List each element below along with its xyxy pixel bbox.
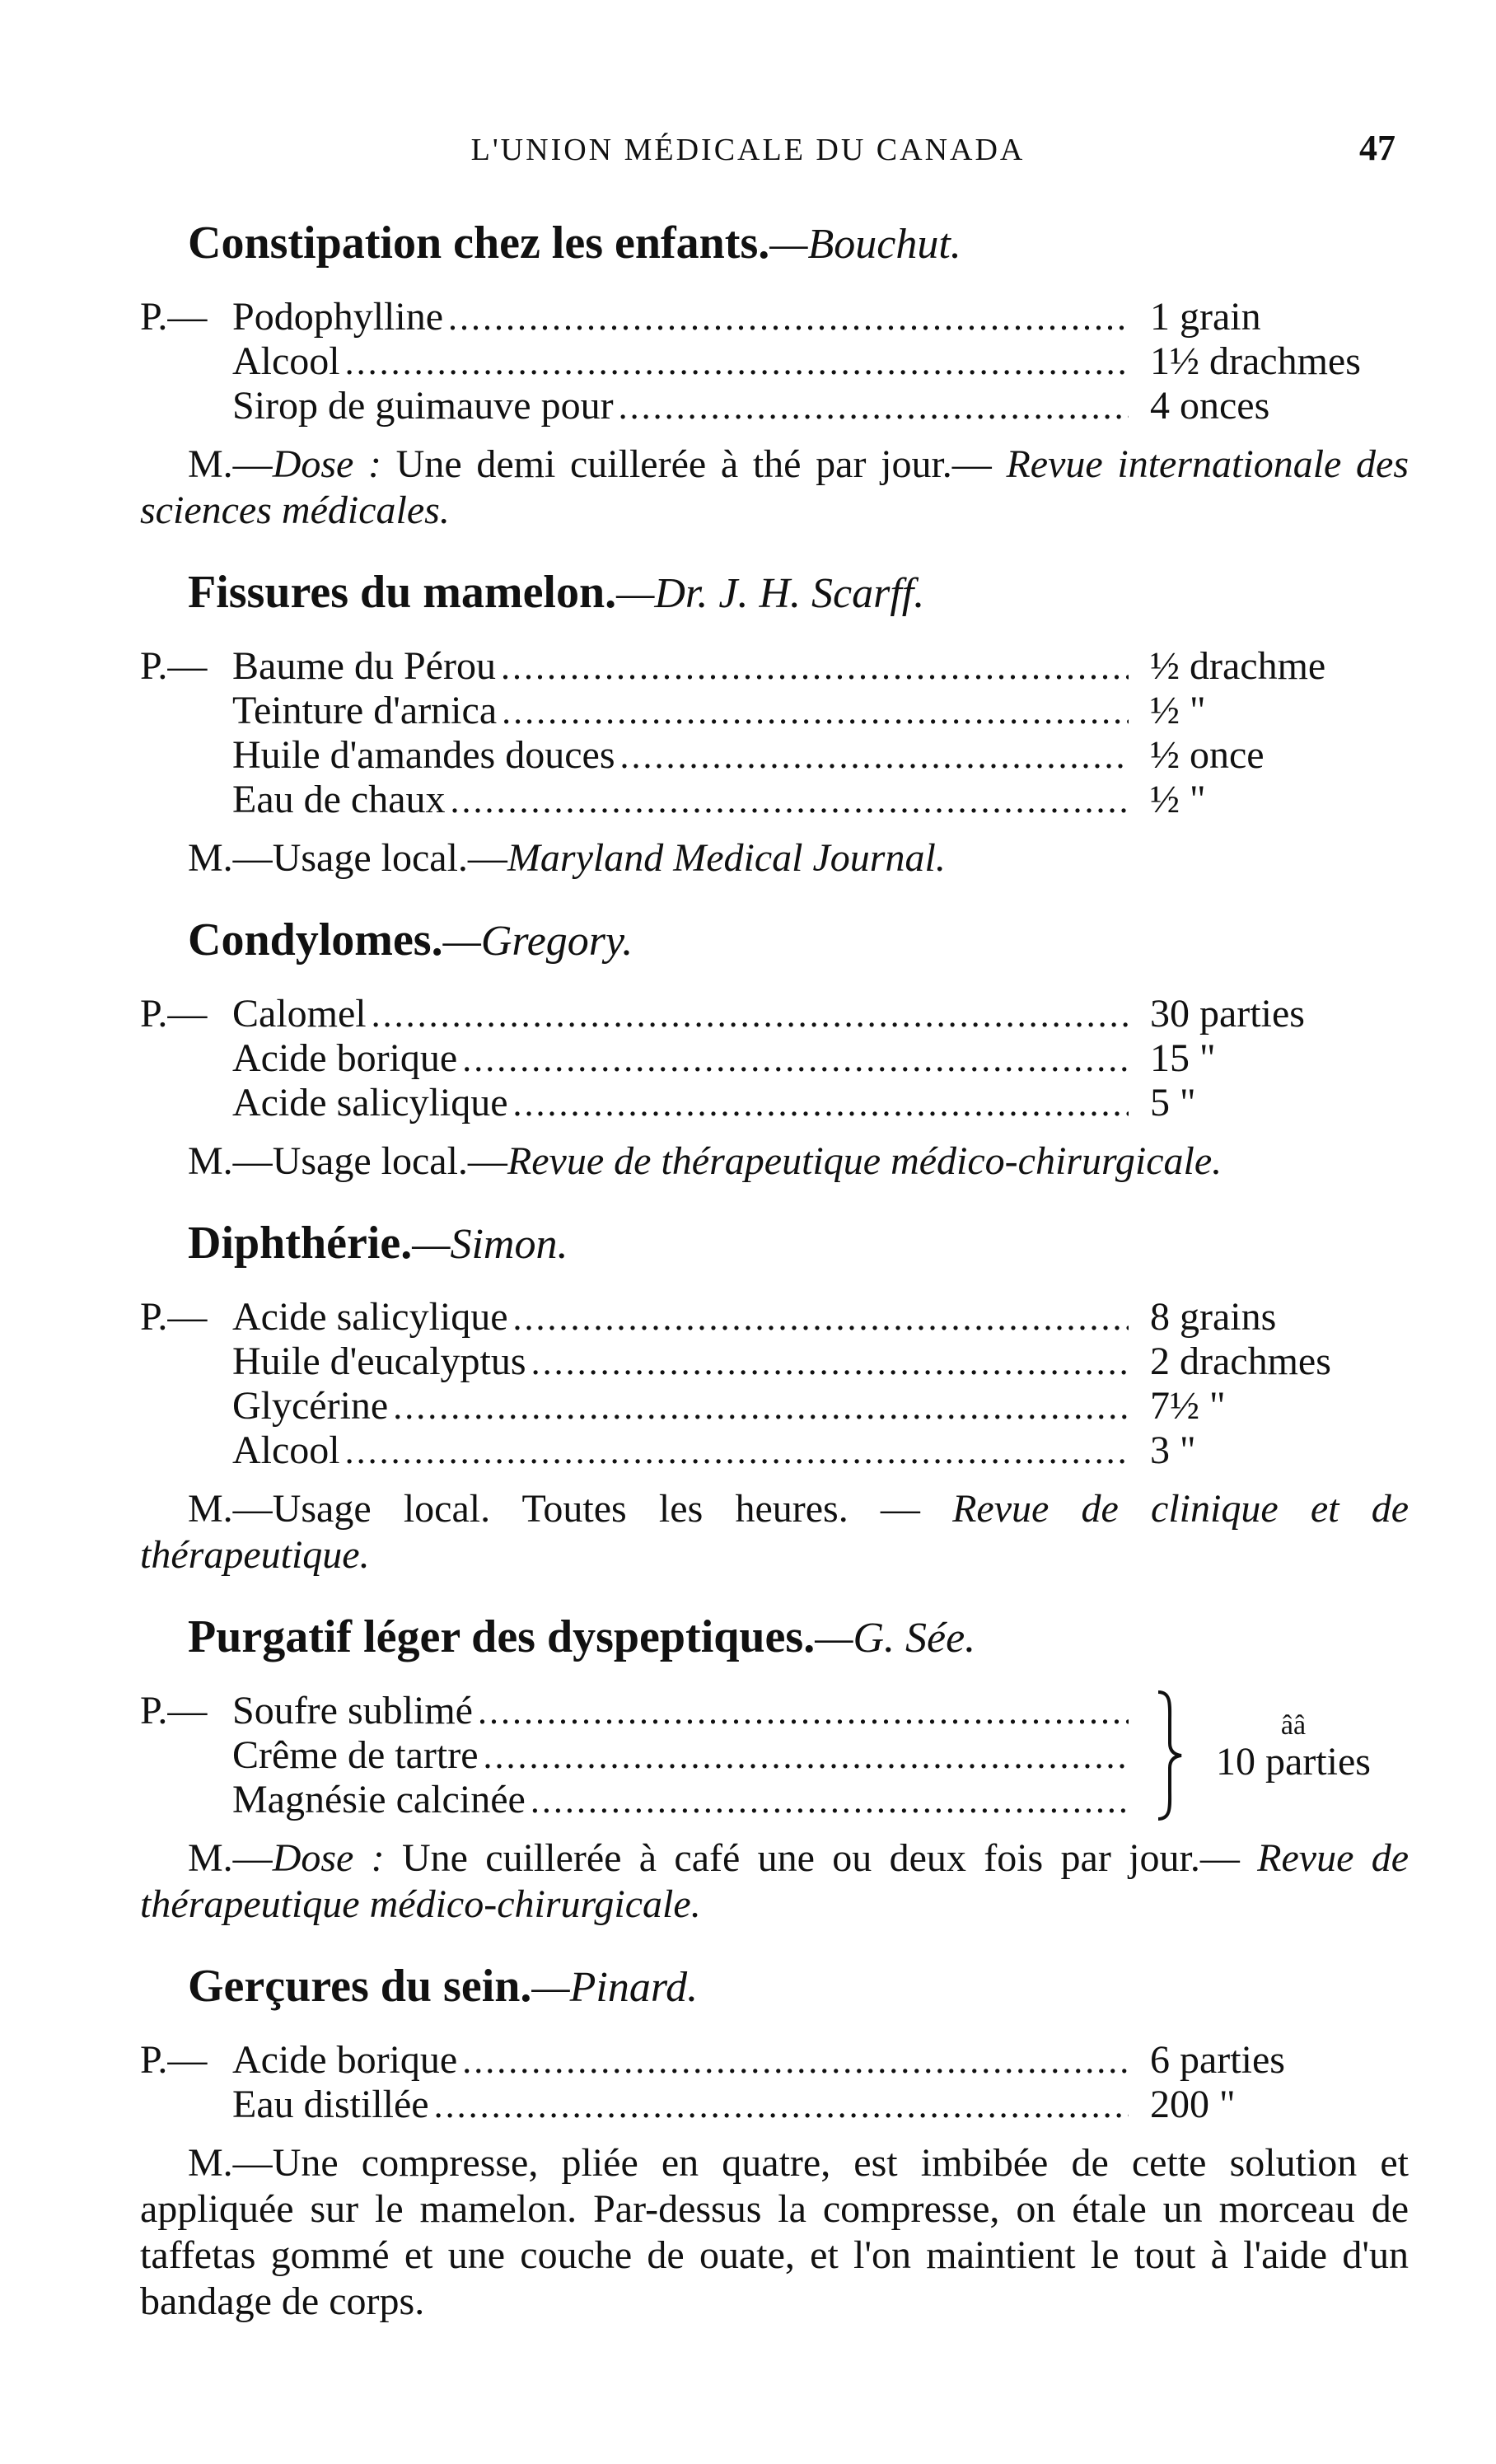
recipe-author: —G. Sée. (815, 1615, 976, 1662)
recipe-block (140, 1216, 1409, 1578)
recipe-block (140, 913, 1409, 1185)
ingredient-quantity: 1½ drachmes (1150, 339, 1361, 383)
ingredient-name: Sirop de guimauve pour (232, 384, 614, 428)
ingredient-row (140, 2083, 1409, 2127)
dot-leader (446, 778, 1129, 822)
ingredient-name: Acide salicylique (232, 1081, 508, 1124)
ingredient-name: Acide salicylique (232, 1295, 508, 1339)
ingredient-row (140, 1384, 1409, 1428)
dot-leader (340, 1428, 1129, 1473)
dot-leader (496, 644, 1129, 689)
ingredient-row (140, 384, 1409, 428)
recipe-heading (188, 565, 1409, 621)
ingredient-name: Glycérine (232, 1384, 389, 1428)
prescription-mark: P.— (140, 1689, 208, 1732)
prescription-mark: P.— (140, 644, 208, 688)
recipe-heading (188, 913, 1409, 969)
dot-leader (340, 339, 1129, 384)
grouped-quantity-value: 10 parties (1216, 1740, 1371, 1784)
mixture-instructions (140, 1486, 1409, 1578)
ingredient-row (140, 295, 1409, 339)
recipe-author: —Gregory. (442, 918, 633, 965)
dot-leader (479, 1733, 1129, 1778)
recipe-block (140, 565, 1409, 881)
ingredient-row (140, 992, 1409, 1036)
ingredient-row (140, 733, 1409, 778)
ingredient-row (140, 2038, 1409, 2083)
recipe-block (140, 1959, 1409, 2325)
ingredient-name: Eau distillée (232, 2083, 429, 2126)
source-citation: Revue de thérapeutique médico-chirurgicale. (507, 1139, 1223, 1183)
ingredient-quantity: 5 " (1150, 1081, 1196, 1124)
grouped-quantity-mark: ââ (1280, 1710, 1307, 1741)
ingredient-quantity: 1 grain (1150, 295, 1261, 339)
ingredient-name: Calomel (232, 992, 367, 1036)
prescription-mark: P.— (140, 1295, 208, 1339)
ingredient-row (140, 778, 1409, 822)
source-citation: Revue internationale des sciences médicales. (140, 442, 1410, 532)
ingredient-row (140, 644, 1409, 689)
ingredient-quantity: ½ " (1150, 689, 1206, 732)
ingredient-name: Huile d'amandes douces (232, 733, 615, 777)
ingredient-quantity: 4 onces (1150, 384, 1270, 428)
mixture-text: Une compresse, pliée en quatre, est imbibée de cette solution et appliquée sur le mamelon. Par-dessus la compresse, on étale un morceau de taffetas gommé et une couche de ouate, et l'on maintient le tout à l'aide d'un bandage de corps. (140, 2141, 1409, 2323)
prescription-mark: P.— (140, 992, 208, 1036)
mixture-mark: M.— (188, 2141, 273, 2185)
dot-leader (526, 1778, 1129, 1822)
mixture-instructions (140, 1835, 1409, 1928)
ingredient-quantity: 30 parties (1150, 992, 1305, 1036)
dot-leader (615, 733, 1129, 778)
dot-leader (457, 2038, 1129, 2083)
mixture-text: Usage local. Toutes les heures. — (272, 1487, 953, 1531)
ingredient-quantity: 3 " (1150, 1428, 1196, 1472)
recipes-column (140, 216, 1409, 2356)
running-title: L'UNION MÉDICALE DU CANADA (470, 133, 1026, 167)
recipe-title: Fissures du mamelon. (188, 567, 617, 618)
ingredient-quantity: 2 drachmes (1150, 1340, 1331, 1383)
recipe-author: —Dr. J. H. Scarff. (616, 570, 925, 617)
ingredient-quantity: 6 parties (1150, 2038, 1285, 2082)
ingredient-row (140, 1428, 1409, 1473)
recipe-author: —Bouchut. (769, 221, 961, 268)
ingredient-quantity: 8 grains (1150, 1295, 1277, 1339)
dot-leader (508, 1295, 1129, 1340)
recipe-title: Constipation chez les enfants. (188, 217, 770, 269)
source-citation: Revue de clinique et de thérapeutique. (140, 1487, 1409, 1577)
dot-leader (367, 992, 1129, 1036)
ingredient-row (140, 1295, 1409, 1340)
ingredient-quantity: ½ " (1150, 778, 1206, 821)
prescription-mark: P.— (140, 2038, 208, 2082)
ingredient-row (140, 1778, 1409, 1822)
recipe-title: Condylomes. (188, 914, 443, 965)
ingredient-row (140, 689, 1409, 733)
recipe-title: Purgatif léger des dyspeptiques. (188, 1611, 816, 1662)
mixture-instructions (140, 835, 1409, 881)
ingredient-list (140, 1295, 1409, 1473)
ingredient-name: Alcool (232, 1428, 340, 1472)
ingredient-name: Podophylline (232, 295, 444, 339)
mixture-text: Une demi cuillerée à thé par jour.— (381, 442, 1007, 486)
dot-leader (508, 1081, 1129, 1125)
recipe-block (140, 1610, 1409, 1928)
ingredient-list (140, 2038, 1409, 2127)
dot-leader (497, 689, 1129, 733)
recipe-author: —Simon. (412, 1221, 568, 1268)
dot-leader (614, 384, 1129, 428)
ingredient-quantity: 15 " (1150, 1036, 1216, 1080)
ingredient-quantity: ½ once (1150, 733, 1265, 777)
ingredient-list (140, 295, 1409, 428)
mixture-mark: M.— (188, 442, 273, 486)
dot-leader (443, 295, 1129, 339)
ingredient-row (140, 1340, 1409, 1384)
mixture-mark: M.— (188, 1487, 273, 1531)
ingredient-quantity: ½ drachme (1150, 644, 1326, 688)
recipe-heading (188, 1959, 1409, 2015)
ingredient-list (140, 992, 1409, 1125)
ingredient-name: Acide borique (232, 2038, 458, 2082)
recipe-author: —Pinard. (531, 1964, 699, 2011)
ingredient-name: Teinture d'arnica (232, 689, 498, 732)
ingredient-name: Soufre sublimé (232, 1689, 473, 1732)
ingredient-quantity: 200 " (1150, 2083, 1236, 2126)
grouped-quantity (1194, 1712, 1392, 1784)
dose-label: Dose : (272, 442, 381, 486)
dot-leader (457, 1036, 1129, 1081)
mixture-instructions (140, 442, 1409, 534)
dose-label: Dose : (272, 1836, 385, 1880)
mixture-mark: M.— (188, 1139, 273, 1183)
recipe-heading (188, 1610, 1409, 1666)
dot-leader (429, 2083, 1129, 2127)
mixture-text: Usage local.— (272, 836, 507, 880)
ingredient-name: Eau de chaux (232, 778, 446, 821)
mixture-text: Une cuillerée à café une ou deux fois par jour.— (384, 1836, 1258, 1880)
recipe-heading (188, 216, 1409, 272)
ingredient-name: Crême de tartre (232, 1733, 479, 1777)
mixture-instructions (140, 1138, 1409, 1185)
ingredient-quantity: 7½ " (1150, 1384, 1226, 1428)
dot-leader (526, 1340, 1129, 1384)
ingredient-name: Magnésie calcinée (232, 1778, 526, 1821)
mixture-text: Usage local.— (272, 1139, 507, 1183)
ingredient-row (140, 339, 1409, 384)
ingredient-name: Huile d'eucalyptus (232, 1340, 526, 1383)
grouping-brace-icon (1153, 1689, 1186, 1822)
ingredient-row (140, 1081, 1409, 1125)
source-citation: Maryland Medical Journal. (507, 836, 946, 880)
recipe-title: Diphthérie. (188, 1218, 413, 1269)
dot-leader (388, 1384, 1129, 1428)
mixture-mark: M.— (188, 1836, 273, 1880)
ingredient-name: Acide borique (232, 1036, 458, 1080)
prescription-mark: P.— (140, 295, 208, 339)
ingredient-name: Baume du Pérou (232, 644, 496, 688)
ingredient-list (140, 644, 1409, 822)
dot-leader (473, 1689, 1129, 1733)
recipe-title: Gerçures du sein. (188, 1961, 532, 2012)
ingredient-name: Alcool (232, 339, 340, 383)
ingredient-row (140, 1036, 1409, 1081)
mixture-instructions (140, 2140, 1409, 2325)
ingredient-list (140, 1689, 1409, 1822)
recipe-block (140, 216, 1409, 534)
recipe-heading (188, 1216, 1409, 1272)
source-citation: Revue de thérapeutique médico-chirurgicale. (140, 1836, 1410, 1926)
mixture-mark: M.— (188, 836, 273, 880)
page-number: 47 (1359, 128, 1395, 168)
